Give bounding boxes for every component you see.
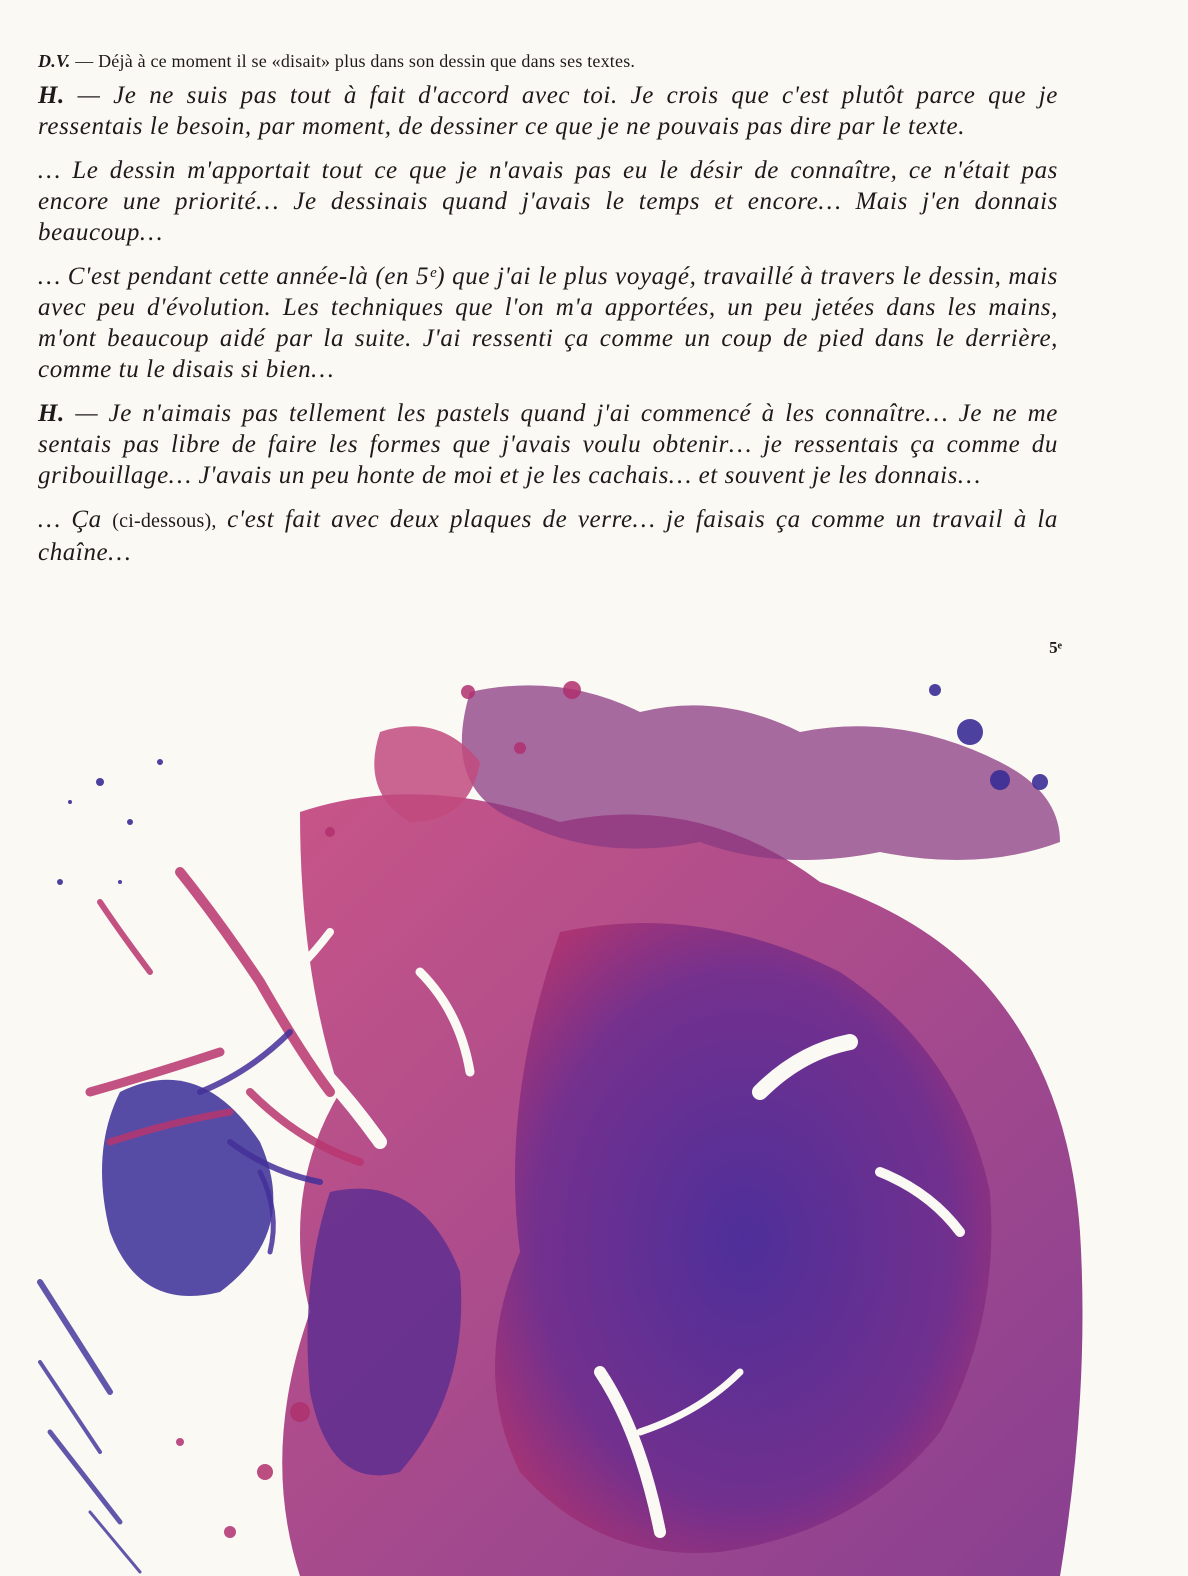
- speaker-label: H.: [38, 400, 65, 427]
- paragraph-last: [38, 504, 1058, 568]
- speaker-label: D.V.: [38, 51, 71, 71]
- paragraph-text: — Je n'aimais pas tellement les pastels quand j'ai commencé à les connaître… Je ne me sentais pas libre de faire les formes que j'avais voulu obtenir… je ressentais ça comme du gribouillage… J'avais un peu honte de moi et je les cachais… et souvent je les donnais…: [38, 400, 1058, 489]
- intro-text: — Déjà à ce moment il se «disait» plus dans son dessin que dans ses textes.: [70, 51, 636, 71]
- paragraph-aside: (ci-dessous),: [112, 510, 217, 532]
- paragraph-text: … C'est pendant cette année-là (en 5ᵉ) que j'ai le plus voyagé, travaillé à travers le dessin, mais avec peu d'évolution. Les techniques que l'on m'a apportées, un peu jetées dans les mains, m'ont beaucoup aidé par la suite. J'ai ressenti ça comme un coup de pied dans le derrière, comme tu le disais si bien…: [38, 263, 1058, 383]
- speaker-label: H.: [38, 82, 65, 109]
- paragraph-lead: … Ça: [38, 506, 113, 533]
- paragraph: [38, 155, 1058, 248]
- paragraph: [38, 261, 1058, 385]
- paragraph-text: … Le dessin m'apportait tout ce que je n'avais pas eu le désir de connaître, ce n'était pas encore une priorité… Je dessinais quand j'avais le temps et encore… Mais j'en donnais beaucoup…: [38, 157, 1058, 246]
- intro-line: [38, 48, 1058, 74]
- grade-mark: 5ᵉ: [1049, 638, 1062, 657]
- paragraph: [38, 398, 1058, 491]
- monotype-artwork: [0, 672, 1188, 1576]
- interview-text: [38, 48, 1058, 581]
- paragraph: [38, 80, 1058, 142]
- paragraph-rest: c'est fait avec deux plaques de verre… je faisais ça comme un travail à la chaîne…: [38, 506, 1058, 566]
- paragraph-text: — Je ne suis pas tout à fait d'accord avec toi. Je crois que c'est plutôt parce que je ressentais le besoin, par moment, de dessiner ce que je ne pouvais pas dire par le texte.: [38, 82, 1058, 140]
